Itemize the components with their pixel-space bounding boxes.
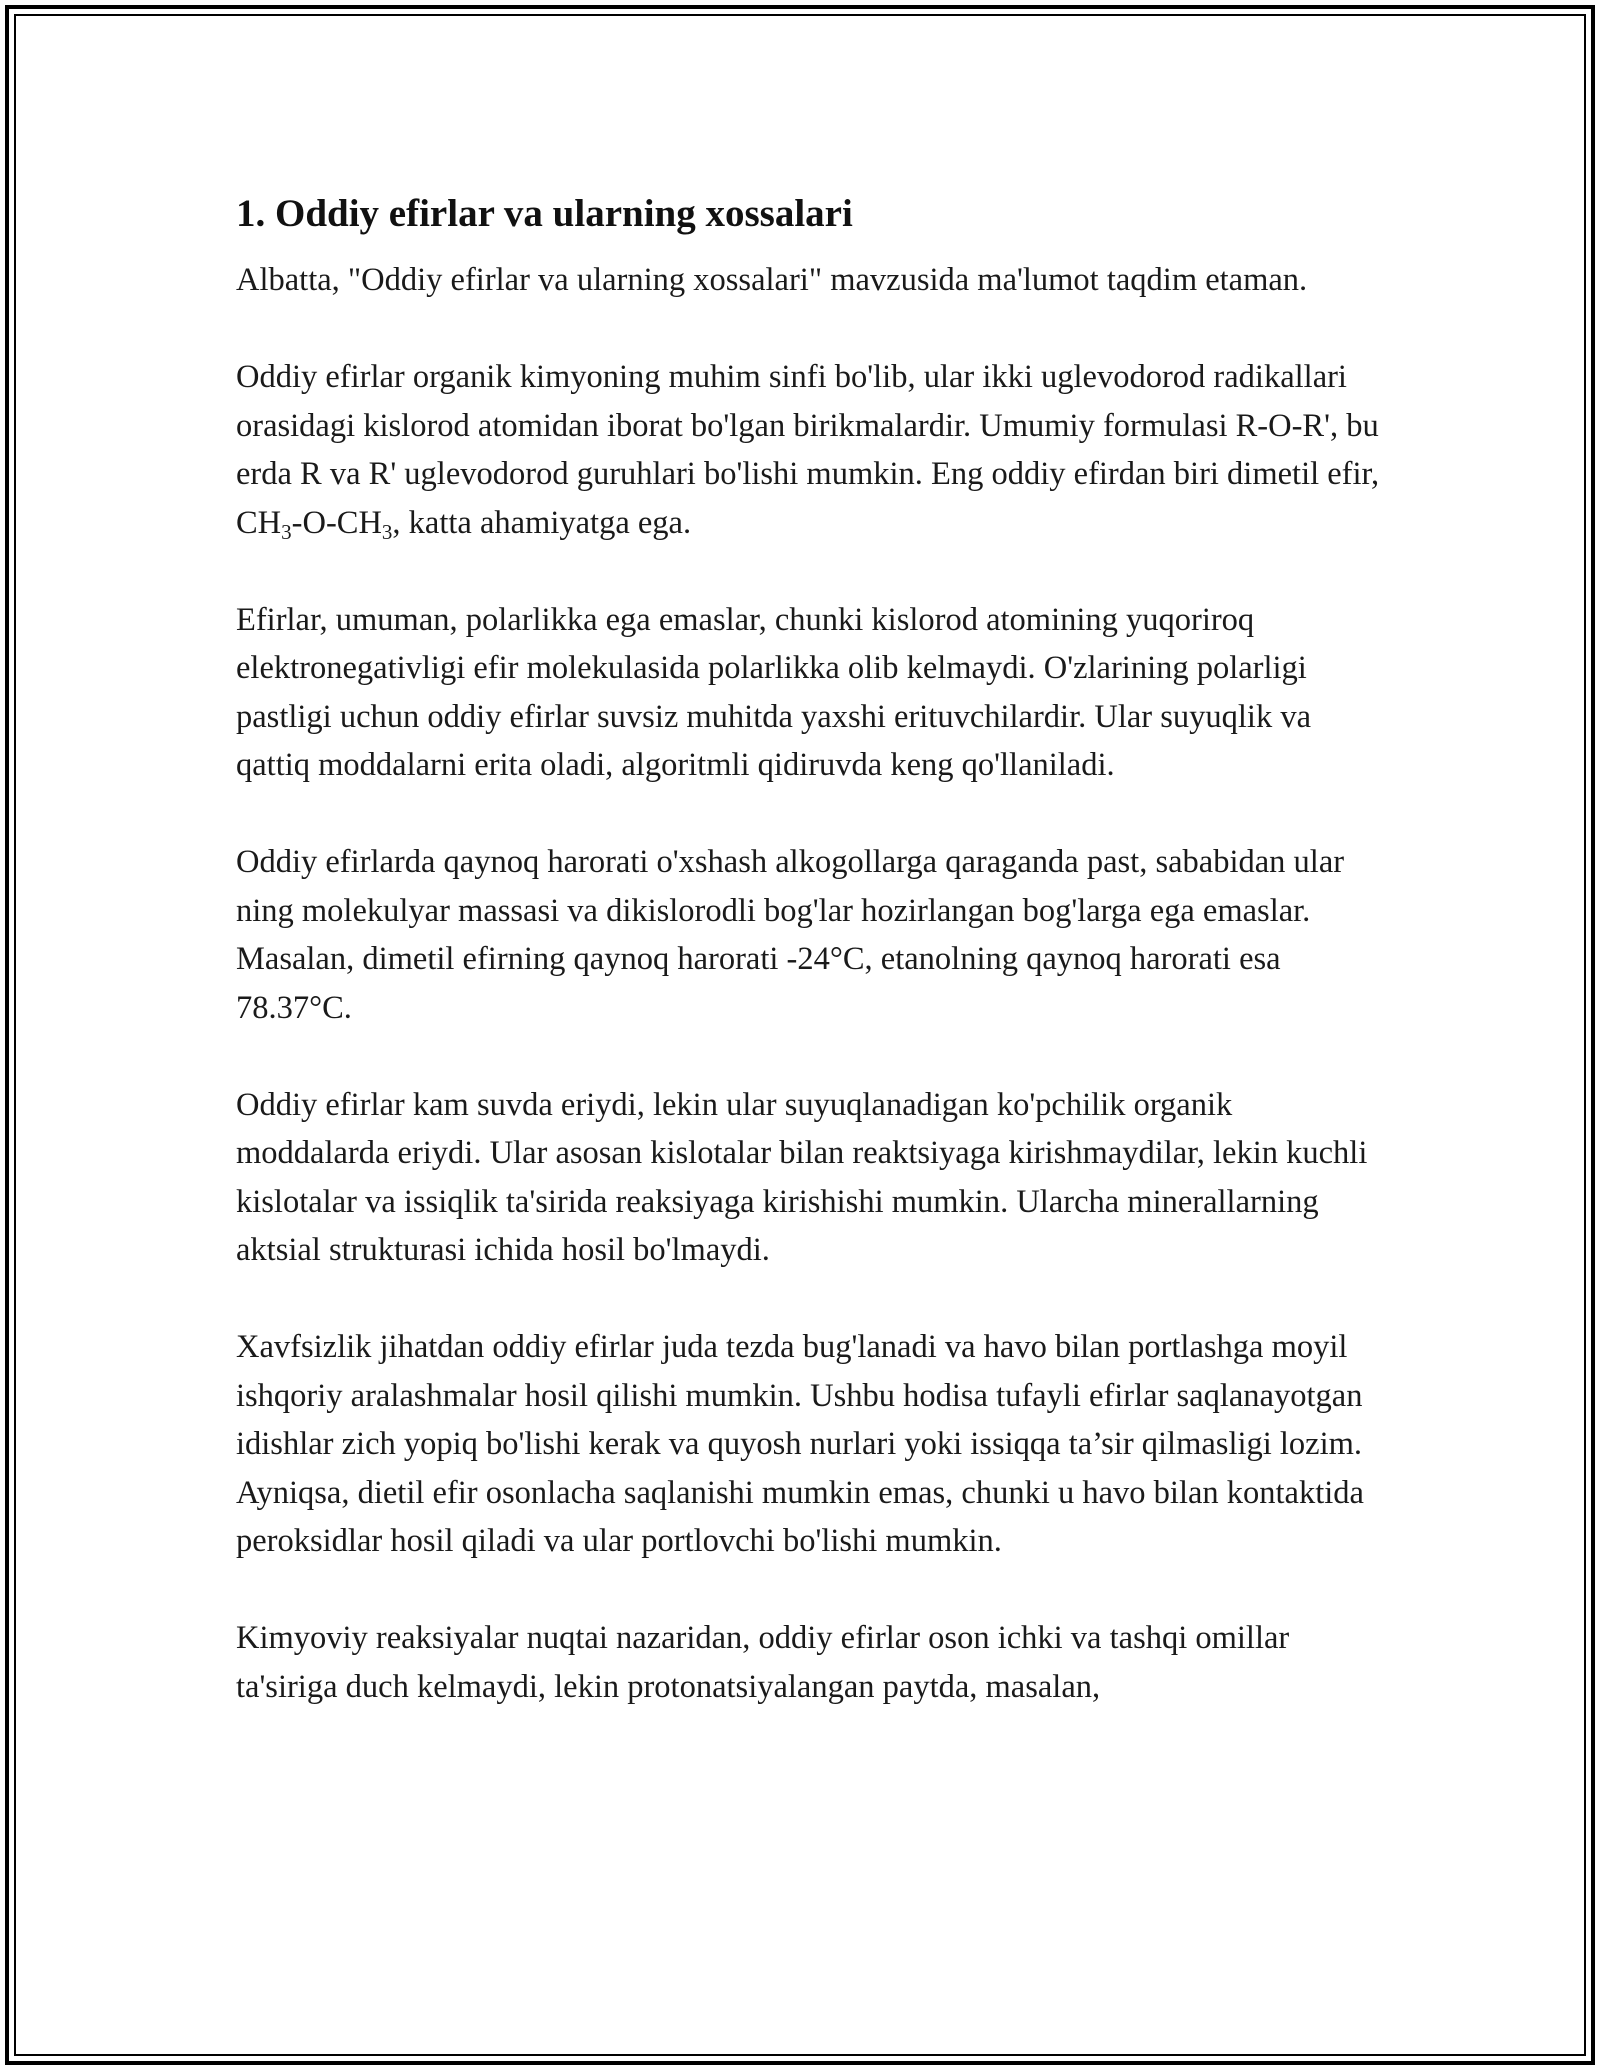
paragraph-definition-text: Oddiy efirlar organik kimyoning muhim sinfi bo'lib, ular ikki uglevodorod radikallari orasidagi kislorod atomidan iborat bo'lgan birikmalardir. Umumiy formulasi R-O-R', bu erda R va R' uglevodorod guruhlari bo'lishi mumkin. Eng oddiy efirdan biri dimetil efir, (236, 359, 1380, 492)
paragraph-reactions: Kimyoviy reaksiyalar nuqtai nazaridan, oddiy efirlar oson ichki va tashqi omillar ta'siriga duch kelmaydi, lekin protonatsiyalangan paytda, masalan, (236, 1620, 1290, 1705)
paragraph-boiling-point: Oddiy efirlarda qaynoq harorati o'xshash alkogollarga qaraganda past, sababidan ular ning molekulyar massasi va dikislorodli bog'lar hozirlangan bog'larga ega emaslar. Masalan, dimetil efirning qaynoq harorati -24°C, etanolning qaynoq harorati esa 78.37°C. (236, 844, 1345, 1026)
paragraph-definition (236, 353, 1386, 547)
paragraph-intro: Albatta, "Oddiy efirlar va ularning xossalari" mavzusida ma'lumot taqdim etaman. (236, 262, 1308, 298)
document-body (236, 186, 1386, 1760)
section-heading: 1. Oddiy efirlar va ularning xossalari (236, 192, 853, 235)
formula-subscript: 3 (281, 519, 292, 544)
paragraph-polarity: Efirlar, umuman, polarlikka ega emaslar, chunki kislorod atomining yuqoriroq elektronegativligi efir molekulasida polarlikka olib kelmaydi. O'zlarining polarligi pastligi uchun oddiy efirlar suvsiz muhitda yaxshi erituvchilardir. Ular suyuqlik va qattiq moddalarni erita oladi, algoritmli qidiruvda keng qo'llaniladi. (236, 601, 1311, 783)
formula-subscript: 3 (381, 519, 393, 544)
paragraph-definition-tail: , katta ahamiyatga ega. (392, 504, 692, 541)
formula-part: -O-CH (291, 504, 382, 541)
formula-part: CH (236, 504, 282, 541)
paragraph-solubility: Oddiy efirlar kam suvda eriydi, lekin ular suyuqlanadigan ko'pchilik organik moddalarda eriydi. Ular asosan kislotalar bilan reaktsiyaga kirishmaydilar, lekin kuchli kislotalar va issiqlik ta'sirida reaksiyaga kirishishi mumkin. Ularcha minerallarning aktsial strukturasi ichida hosil bo'lmaydi. (236, 1086, 1368, 1268)
paragraph-safety: Xavfsizlik jihatdan oddiy efirlar juda tezda bug'lanadi va havo bilan portlashga moyil ishqoriy aralashmalar hosil qilishi mumkin. Ushbu hodisa tufayli efirlar saqlanayotgan idishlar zich yopiq bo'lishi kerak va quyosh nurlari yoki issiqqa ta’sir qilmasligi lozim. Ayniqsa, dietil efir osonlacha saqlanishi mumkin emas, chunki u havo bilan kontaktida peroksidlar hosil qiladi va ular portlovchi bo'lishi mumkin. (236, 1329, 1364, 1559)
